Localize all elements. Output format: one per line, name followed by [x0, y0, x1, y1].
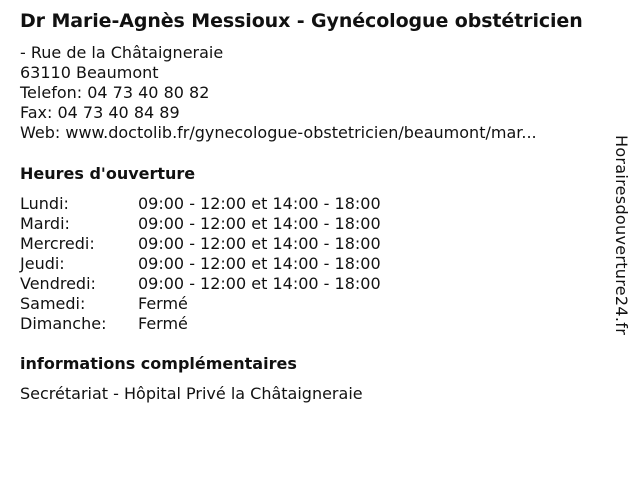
- hours-value: 09:00 - 12:00 et 14:00 - 18:00: [138, 214, 381, 233]
- hours-row: [20, 274, 381, 294]
- street-address: - Rue de la Châtaigneraie: [20, 43, 224, 62]
- page-title: Dr Marie-Agnès Messioux - Gynécologue obstétricien: [20, 10, 583, 32]
- day-label: Lundi:: [20, 194, 69, 213]
- opening-hours-table: [20, 194, 381, 334]
- hours-value: 09:00 - 12:00 et 14:00 - 18:00: [138, 254, 381, 273]
- day-label: Mardi:: [20, 214, 70, 233]
- watermark-text: Horairesdouverture24.fr: [612, 135, 631, 336]
- hours-row: [20, 234, 381, 254]
- phone-number: Telefon: 04 73 40 80 82: [20, 83, 210, 102]
- day-label: Jeudi:: [20, 254, 65, 273]
- watermark: [612, 135, 636, 371]
- contact-block: [20, 43, 537, 143]
- hours-value: Fermé: [138, 294, 188, 313]
- hours-value: 09:00 - 12:00 et 14:00 - 18:00: [138, 274, 381, 293]
- day-label: Dimanche:: [20, 314, 107, 333]
- hours-row: [20, 294, 381, 314]
- hours-row: [20, 214, 381, 234]
- fax-number: Fax: 04 73 40 84 89: [20, 103, 180, 122]
- hours-value: Fermé: [138, 314, 188, 333]
- opening-hours-heading: Heures d'ouverture: [20, 164, 196, 183]
- hours-value: 09:00 - 12:00 et 14:00 - 18:00: [138, 234, 381, 253]
- additional-info-text: Secrétariat - Hôpital Privé la Châtaigneraie: [20, 384, 363, 403]
- additional-info-heading: informations complémentaires: [20, 354, 297, 373]
- day-label: Mercredi:: [20, 234, 95, 253]
- day-label: Vendredi:: [20, 274, 96, 293]
- hours-row: [20, 314, 381, 334]
- website-link[interactable]: Web: www.doctolib.fr/gynecologue-obstetricien/beaumont/mar...: [20, 123, 537, 142]
- hours-row: [20, 254, 381, 274]
- city-address: 63110 Beaumont: [20, 63, 159, 82]
- day-label: Samedi:: [20, 294, 86, 313]
- hours-row: [20, 194, 381, 214]
- hours-value: 09:00 - 12:00 et 14:00 - 18:00: [138, 194, 381, 213]
